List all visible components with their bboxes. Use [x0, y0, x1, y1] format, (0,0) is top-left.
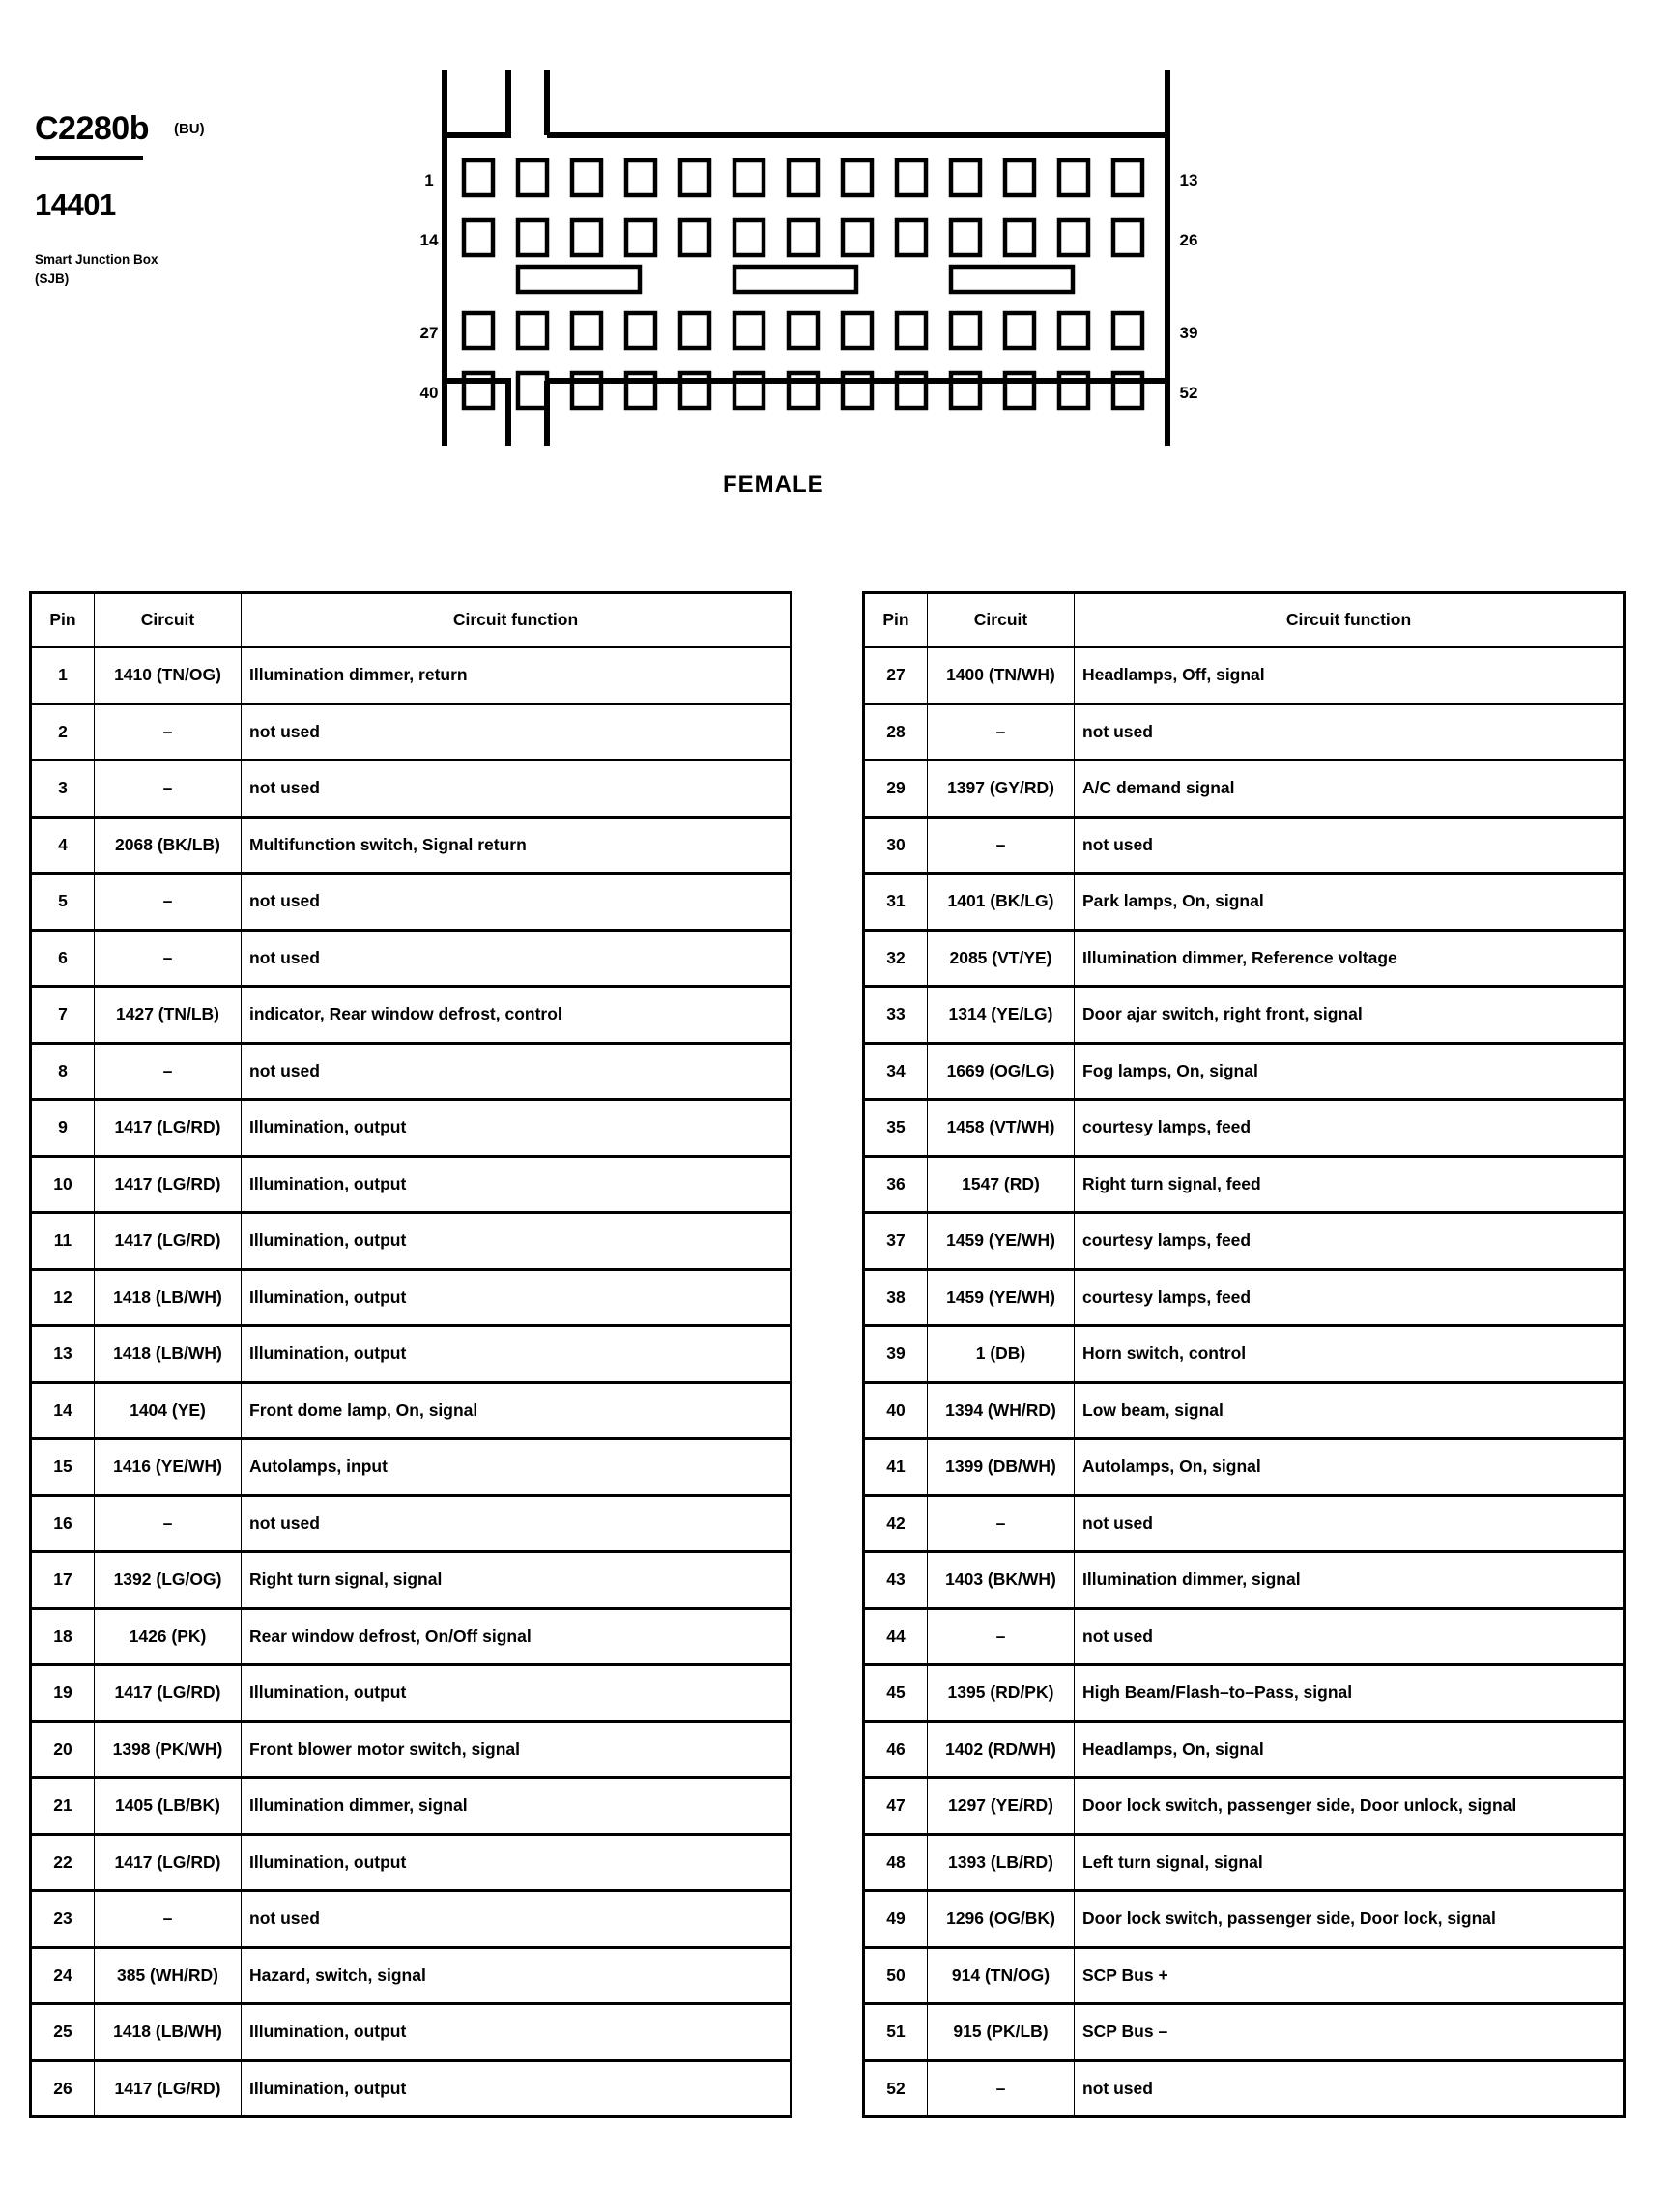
cell-pin: 52	[864, 2060, 928, 2117]
cell-pin: 4	[31, 817, 95, 874]
connector-cavity	[680, 160, 709, 195]
connector-cavity	[518, 220, 547, 255]
cell-pin: 49	[864, 1891, 928, 1948]
connector-diagram	[404, 60, 1245, 519]
column-header-pin: Pin	[864, 593, 928, 647]
cell-circuit: 1459 (YE/WH)	[928, 1269, 1075, 1326]
cell-circuit-function: Illumination, output	[242, 1156, 792, 1213]
connector-row-number-left: 27	[419, 324, 439, 342]
cell-circuit-function: not used	[242, 761, 792, 818]
connector-cavity	[734, 160, 763, 195]
cell-circuit-function: not used	[1075, 1608, 1625, 1665]
pin-table-right-wrapper	[862, 591, 1626, 2118]
column-header-circuit: Circuit	[928, 593, 1075, 647]
table-row	[864, 1495, 1625, 1552]
cell-circuit-function: Illumination, output	[242, 2004, 792, 2061]
cell-circuit: 1296 (OG/BK)	[928, 1891, 1075, 1948]
table-row	[31, 987, 792, 1044]
connector-cavity	[843, 313, 872, 348]
connector-cavity	[1113, 220, 1142, 255]
connector-keyway-slot	[518, 267, 640, 292]
cell-pin: 19	[31, 1665, 95, 1722]
cell-pin: 6	[31, 930, 95, 987]
cell-pin: 16	[31, 1495, 95, 1552]
connector-cavity	[572, 220, 601, 255]
cell-circuit-function: Fog lamps, On, signal	[1075, 1043, 1625, 1100]
cell-pin: 25	[31, 2004, 95, 2061]
cell-circuit-function: Hazard, switch, signal	[242, 1947, 792, 2004]
table-row	[864, 1043, 1625, 1100]
connector-description-line2: (SJB)	[35, 272, 70, 287]
connector-cavity	[1005, 220, 1034, 255]
table-row	[31, 1665, 792, 1722]
cell-circuit-function: not used	[242, 1043, 792, 1100]
cell-pin: 24	[31, 1947, 95, 2004]
cell-circuit-function: Horn switch, control	[1075, 1326, 1625, 1383]
cell-pin: 43	[864, 1552, 928, 1609]
table-row	[31, 647, 792, 704]
table-row	[31, 1043, 792, 1100]
cell-circuit-function: Illumination, output	[242, 1326, 792, 1383]
cell-pin: 2	[31, 704, 95, 761]
pin-table-left-wrapper	[29, 591, 792, 2118]
cell-pin: 38	[864, 1269, 928, 1326]
cell-circuit-function: courtesy lamps, feed	[1075, 1269, 1625, 1326]
connector-cavity	[518, 313, 547, 348]
cell-circuit-function: SCP Bus –	[1075, 2004, 1625, 2061]
cell-circuit: 1669 (OG/LG)	[928, 1043, 1075, 1100]
cell-pin: 48	[864, 1834, 928, 1891]
connector-row-number-left: 14	[419, 231, 439, 249]
table-row	[31, 874, 792, 931]
cell-circuit-function: Headlamps, On, signal	[1075, 1721, 1625, 1778]
cell-circuit-function: Rear window defrost, On/Off signal	[242, 1608, 792, 1665]
connector-cavity	[789, 220, 818, 255]
connector-cavity	[680, 313, 709, 348]
cell-circuit: 1417 (LG/RD)	[95, 1100, 242, 1157]
table-row	[864, 1608, 1625, 1665]
cell-circuit: 1402 (RD/WH)	[928, 1721, 1075, 1778]
cell-circuit-function: Illumination, output	[242, 1834, 792, 1891]
connector-row-number-left: 40	[419, 384, 439, 402]
table-row	[864, 1156, 1625, 1213]
cell-circuit: 1398 (PK/WH)	[95, 1721, 242, 1778]
cell-circuit-function: Illumination dimmer, return	[242, 647, 792, 704]
cell-circuit: 1400 (TN/WH)	[928, 647, 1075, 704]
table-row	[31, 1947, 792, 2004]
cell-circuit-function: not used	[1075, 704, 1625, 761]
cell-pin: 51	[864, 2004, 928, 2061]
table-row	[31, 2004, 792, 2061]
cell-circuit: 2068 (BK/LB)	[95, 817, 242, 874]
cell-circuit: 1401 (BK/LG)	[928, 874, 1075, 931]
cell-pin: 14	[31, 1382, 95, 1439]
connector-cavity	[1059, 160, 1088, 195]
cell-circuit-function: Right turn signal, feed	[1075, 1156, 1625, 1213]
cell-pin: 17	[31, 1552, 95, 1609]
connector-cavity	[626, 313, 655, 348]
cell-pin: 5	[31, 874, 95, 931]
connector-row-number-left: 1	[424, 171, 434, 189]
cell-circuit-function: Low beam, signal	[1075, 1382, 1625, 1439]
connector-cavity	[789, 160, 818, 195]
table-row	[31, 761, 792, 818]
cell-circuit-function: Autolamps, input	[242, 1439, 792, 1496]
cell-circuit-function: Door ajar switch, right front, signal	[1075, 987, 1625, 1044]
cell-circuit: 2085 (VT/YE)	[928, 930, 1075, 987]
table-row	[31, 1382, 792, 1439]
connector-cavity	[897, 160, 926, 195]
pin-table-right-head	[864, 593, 1625, 647]
cell-pin: 44	[864, 1608, 928, 1665]
cell-pin: 15	[31, 1439, 95, 1496]
cell-pin: 26	[31, 2060, 95, 2117]
table-row	[31, 1439, 792, 1496]
connector-row-number-right: 39	[1179, 324, 1198, 342]
cell-circuit: 1403 (BK/WH)	[928, 1552, 1075, 1609]
table-row	[31, 1778, 792, 1835]
cell-pin: 22	[31, 1834, 95, 1891]
cell-pin: 46	[864, 1721, 928, 1778]
cell-circuit-function: not used	[242, 1495, 792, 1552]
cell-circuit: –	[95, 761, 242, 818]
cell-pin: 18	[31, 1608, 95, 1665]
table-header-row	[864, 593, 1625, 647]
cell-circuit: –	[95, 1891, 242, 1948]
table-row	[864, 987, 1625, 1044]
cell-pin: 29	[864, 761, 928, 818]
connector-cavity	[1113, 313, 1142, 348]
table-row	[864, 1834, 1625, 1891]
cell-circuit-function: Park lamps, On, signal	[1075, 874, 1625, 931]
connector-cavity	[1005, 313, 1034, 348]
cell-pin: 9	[31, 1100, 95, 1157]
cell-circuit: 1397 (GY/RD)	[928, 761, 1075, 818]
connector-color-code: (BU)	[173, 121, 205, 137]
table-row	[31, 1326, 792, 1383]
cell-circuit-function: Autolamps, On, signal	[1075, 1439, 1625, 1496]
cell-circuit-function: Headlamps, Off, signal	[1075, 647, 1625, 704]
cell-circuit-function: Illumination, output	[242, 1269, 792, 1326]
connector-keyway-group	[518, 267, 1073, 292]
cell-pin: 23	[31, 1891, 95, 1948]
connector-keyway-slot	[951, 267, 1073, 292]
cell-pin: 31	[864, 874, 928, 931]
cell-circuit-function: SCP Bus +	[1075, 1947, 1625, 2004]
cell-circuit: 915 (PK/LB)	[928, 2004, 1075, 2061]
table-row	[864, 930, 1625, 987]
connector-cavity	[734, 313, 763, 348]
table-row	[31, 1213, 792, 1270]
cell-circuit-function: not used	[242, 930, 792, 987]
connector-row-number-right: 13	[1179, 171, 1198, 189]
connector-row-number-right: 52	[1179, 384, 1198, 402]
cell-circuit: –	[928, 704, 1075, 761]
connector-cavity	[897, 220, 926, 255]
connector-cavity	[626, 220, 655, 255]
connector-cavity	[897, 313, 926, 348]
cell-circuit: 914 (TN/OG)	[928, 1947, 1075, 2004]
cell-circuit: –	[928, 2060, 1075, 2117]
connector-id: C2280b	[35, 110, 149, 147]
cell-circuit: –	[928, 817, 1075, 874]
cell-circuit: 1394 (WH/RD)	[928, 1382, 1075, 1439]
connector-cavity	[464, 160, 493, 195]
cell-pin: 32	[864, 930, 928, 987]
cell-pin: 28	[864, 704, 928, 761]
cell-pin: 41	[864, 1439, 928, 1496]
cell-pin: 30	[864, 817, 928, 874]
table-row	[864, 1326, 1625, 1383]
table-row	[31, 704, 792, 761]
table-row	[31, 1495, 792, 1552]
connector-cavity	[951, 313, 980, 348]
cell-circuit-function: not used	[242, 874, 792, 931]
table-row	[31, 1834, 792, 1891]
cell-circuit: 1314 (YE/LG)	[928, 987, 1075, 1044]
cell-circuit-function: Left turn signal, signal	[1075, 1834, 1625, 1891]
cell-pin: 42	[864, 1495, 928, 1552]
cell-circuit: 1416 (YE/WH)	[95, 1439, 242, 1496]
cell-circuit: 1393 (LB/RD)	[928, 1834, 1075, 1891]
table-row	[31, 1269, 792, 1326]
table-row	[864, 1269, 1625, 1326]
table-row	[864, 874, 1625, 931]
connector-description-line1: Smart Junction Box	[35, 252, 158, 267]
cell-circuit: 1399 (DB/WH)	[928, 1439, 1075, 1496]
cell-pin: 27	[864, 647, 928, 704]
cell-circuit-function: Illumination, output	[242, 2060, 792, 2117]
cell-pin: 1	[31, 647, 95, 704]
connector-cavity	[1005, 160, 1034, 195]
cell-circuit: 1427 (TN/LB)	[95, 987, 242, 1044]
cell-pin: 45	[864, 1665, 928, 1722]
cell-circuit: 1417 (LG/RD)	[95, 2060, 242, 2117]
title-block	[35, 112, 325, 290]
table-row	[31, 930, 792, 987]
cell-pin: 7	[31, 987, 95, 1044]
cell-pin: 20	[31, 1721, 95, 1778]
cell-circuit: 1417 (LG/RD)	[95, 1213, 242, 1270]
cell-pin: 10	[31, 1156, 95, 1213]
cell-circuit-function: courtesy lamps, feed	[1075, 1100, 1625, 1157]
table-row	[864, 1778, 1625, 1835]
connector-cavity	[572, 313, 601, 348]
cell-circuit: 1547 (RD)	[928, 1156, 1075, 1213]
cell-circuit-function: Illumination dimmer, signal	[242, 1778, 792, 1835]
table-row	[31, 1100, 792, 1157]
cell-circuit: –	[95, 874, 242, 931]
cell-circuit-function: courtesy lamps, feed	[1075, 1213, 1625, 1270]
connector-cavity-group	[464, 160, 1142, 408]
table-row	[31, 1156, 792, 1213]
cell-pin: 11	[31, 1213, 95, 1270]
table-row	[864, 647, 1625, 704]
table-row	[864, 1439, 1625, 1496]
connector-keyway-slot	[734, 267, 856, 292]
cell-circuit-function: Multifunction switch, Signal return	[242, 817, 792, 874]
table-row	[31, 1891, 792, 1948]
connector-cavity	[843, 220, 872, 255]
cell-circuit-function: High Beam/Flash–to–Pass, signal	[1075, 1665, 1625, 1722]
cell-circuit: –	[928, 1608, 1075, 1665]
connector-cavity	[951, 160, 980, 195]
cell-circuit-function: not used	[242, 1891, 792, 1948]
connector-cavity	[1113, 160, 1142, 195]
table-header-row	[31, 593, 792, 647]
cell-circuit: 1297 (YE/RD)	[928, 1778, 1075, 1835]
cell-circuit-function: Right turn signal, signal	[242, 1552, 792, 1609]
cell-circuit-function: Illumination dimmer, signal	[1075, 1552, 1625, 1609]
table-row	[864, 1213, 1625, 1270]
cell-circuit: 1417 (LG/RD)	[95, 1156, 242, 1213]
connector-cavity	[464, 313, 493, 348]
table-row	[31, 1552, 792, 1609]
cell-circuit: 1426 (PK)	[95, 1608, 242, 1665]
cell-pin: 40	[864, 1382, 928, 1439]
cell-circuit-function: Illumination, output	[242, 1213, 792, 1270]
title-underline-rule	[35, 156, 143, 160]
part-number: 14401	[35, 187, 116, 221]
cell-circuit: 1418 (LB/WH)	[95, 2004, 242, 2061]
connector-cavity	[518, 160, 547, 195]
pin-table-left	[29, 591, 792, 2118]
cell-circuit-function: not used	[242, 704, 792, 761]
connector-id-row	[35, 112, 325, 145]
cell-circuit: 1459 (YE/WH)	[928, 1213, 1075, 1270]
cell-pin: 13	[31, 1326, 95, 1383]
cell-circuit: 1405 (LB/BK)	[95, 1778, 242, 1835]
pin-table-right	[862, 591, 1626, 2118]
cell-pin: 3	[31, 761, 95, 818]
connector-cavity	[680, 220, 709, 255]
cell-pin: 50	[864, 1947, 928, 2004]
cell-pin: 36	[864, 1156, 928, 1213]
cell-circuit: 1418 (LB/WH)	[95, 1326, 242, 1383]
cell-pin: 39	[864, 1326, 928, 1383]
connector-row-number-right: 26	[1179, 231, 1198, 249]
cell-circuit: 1417 (LG/RD)	[95, 1834, 242, 1891]
cell-pin: 34	[864, 1043, 928, 1100]
cell-pin: 8	[31, 1043, 95, 1100]
pin-table-left-head	[31, 593, 792, 647]
connector-cavity	[464, 220, 493, 255]
cell-pin: 33	[864, 987, 928, 1044]
cell-circuit: –	[95, 1495, 242, 1552]
cell-pin: 37	[864, 1213, 928, 1270]
table-row	[31, 2060, 792, 2117]
connector-cavity	[1059, 313, 1088, 348]
cell-circuit: 1458 (VT/WH)	[928, 1100, 1075, 1157]
cell-circuit: 1410 (TN/OG)	[95, 647, 242, 704]
cell-circuit: 1417 (LG/RD)	[95, 1665, 242, 1722]
connector-cavity	[789, 313, 818, 348]
connector-row-numbers-left	[420, 171, 439, 402]
cell-circuit: –	[928, 1495, 1075, 1552]
connector-diagram-svg	[404, 60, 1245, 519]
table-row	[864, 704, 1625, 761]
cell-circuit-function: indicator, Rear window defrost, control	[242, 987, 792, 1044]
connector-orientation-label: FEMALE	[723, 472, 824, 498]
cell-circuit-function: Illumination, output	[242, 1665, 792, 1722]
pin-table-right-body	[864, 647, 1625, 2117]
cell-circuit-function: not used	[1075, 1495, 1625, 1552]
cell-circuit: 1392 (LG/OG)	[95, 1552, 242, 1609]
cell-circuit-function: Front blower motor switch, signal	[242, 1721, 792, 1778]
table-row	[864, 2060, 1625, 2117]
table-row	[864, 1100, 1625, 1157]
cell-pin: 35	[864, 1100, 928, 1157]
table-row	[864, 1721, 1625, 1778]
connector-cavity	[518, 373, 547, 408]
cell-circuit-function: Door lock switch, passenger side, Door unlock, signal	[1075, 1778, 1625, 1835]
cell-circuit-function: A/C demand signal	[1075, 761, 1625, 818]
cell-circuit-function: Illumination, output	[242, 1100, 792, 1157]
cell-circuit: 385 (WH/RD)	[95, 1947, 242, 2004]
table-row	[31, 817, 792, 874]
cell-circuit: –	[95, 704, 242, 761]
cell-pin: 21	[31, 1778, 95, 1835]
cell-pin: 47	[864, 1778, 928, 1835]
connector-cavity	[951, 220, 980, 255]
connector-cavity	[734, 220, 763, 255]
table-row	[864, 2004, 1625, 2061]
table-row	[31, 1608, 792, 1665]
table-row	[31, 1721, 792, 1778]
cell-circuit: 1 (DB)	[928, 1326, 1075, 1383]
cell-circuit-function: Illumination dimmer, Reference voltage	[1075, 930, 1625, 987]
cell-circuit: –	[95, 930, 242, 987]
table-row	[864, 1382, 1625, 1439]
table-row	[864, 817, 1625, 874]
table-row	[864, 1552, 1625, 1609]
table-row	[864, 1947, 1625, 2004]
column-header-function: Circuit function	[1075, 593, 1625, 647]
column-header-function: Circuit function	[242, 593, 792, 647]
column-header-pin: Pin	[31, 593, 95, 647]
connector-cavity	[572, 160, 601, 195]
connector-row-numbers-right	[1180, 171, 1198, 402]
connector-cavity	[1059, 220, 1088, 255]
connector-cavity	[626, 160, 655, 195]
cell-circuit-function: not used	[1075, 2060, 1625, 2117]
cell-circuit-function: Door lock switch, passenger side, Door lock, signal	[1075, 1891, 1625, 1948]
connector-cavity	[843, 160, 872, 195]
cell-circuit: –	[95, 1043, 242, 1100]
table-row	[864, 1665, 1625, 1722]
pin-table-left-body	[31, 647, 792, 2117]
connector-description	[35, 250, 325, 290]
column-header-circuit: Circuit	[95, 593, 242, 647]
cell-circuit-function: not used	[1075, 817, 1625, 874]
table-row	[864, 761, 1625, 818]
table-row	[864, 1891, 1625, 1948]
cell-circuit: 1404 (YE)	[95, 1382, 242, 1439]
cell-circuit: 1395 (RD/PK)	[928, 1665, 1075, 1722]
cell-pin: 12	[31, 1269, 95, 1326]
cell-circuit-function: Front dome lamp, On, signal	[242, 1382, 792, 1439]
cell-circuit: 1418 (LB/WH)	[95, 1269, 242, 1326]
